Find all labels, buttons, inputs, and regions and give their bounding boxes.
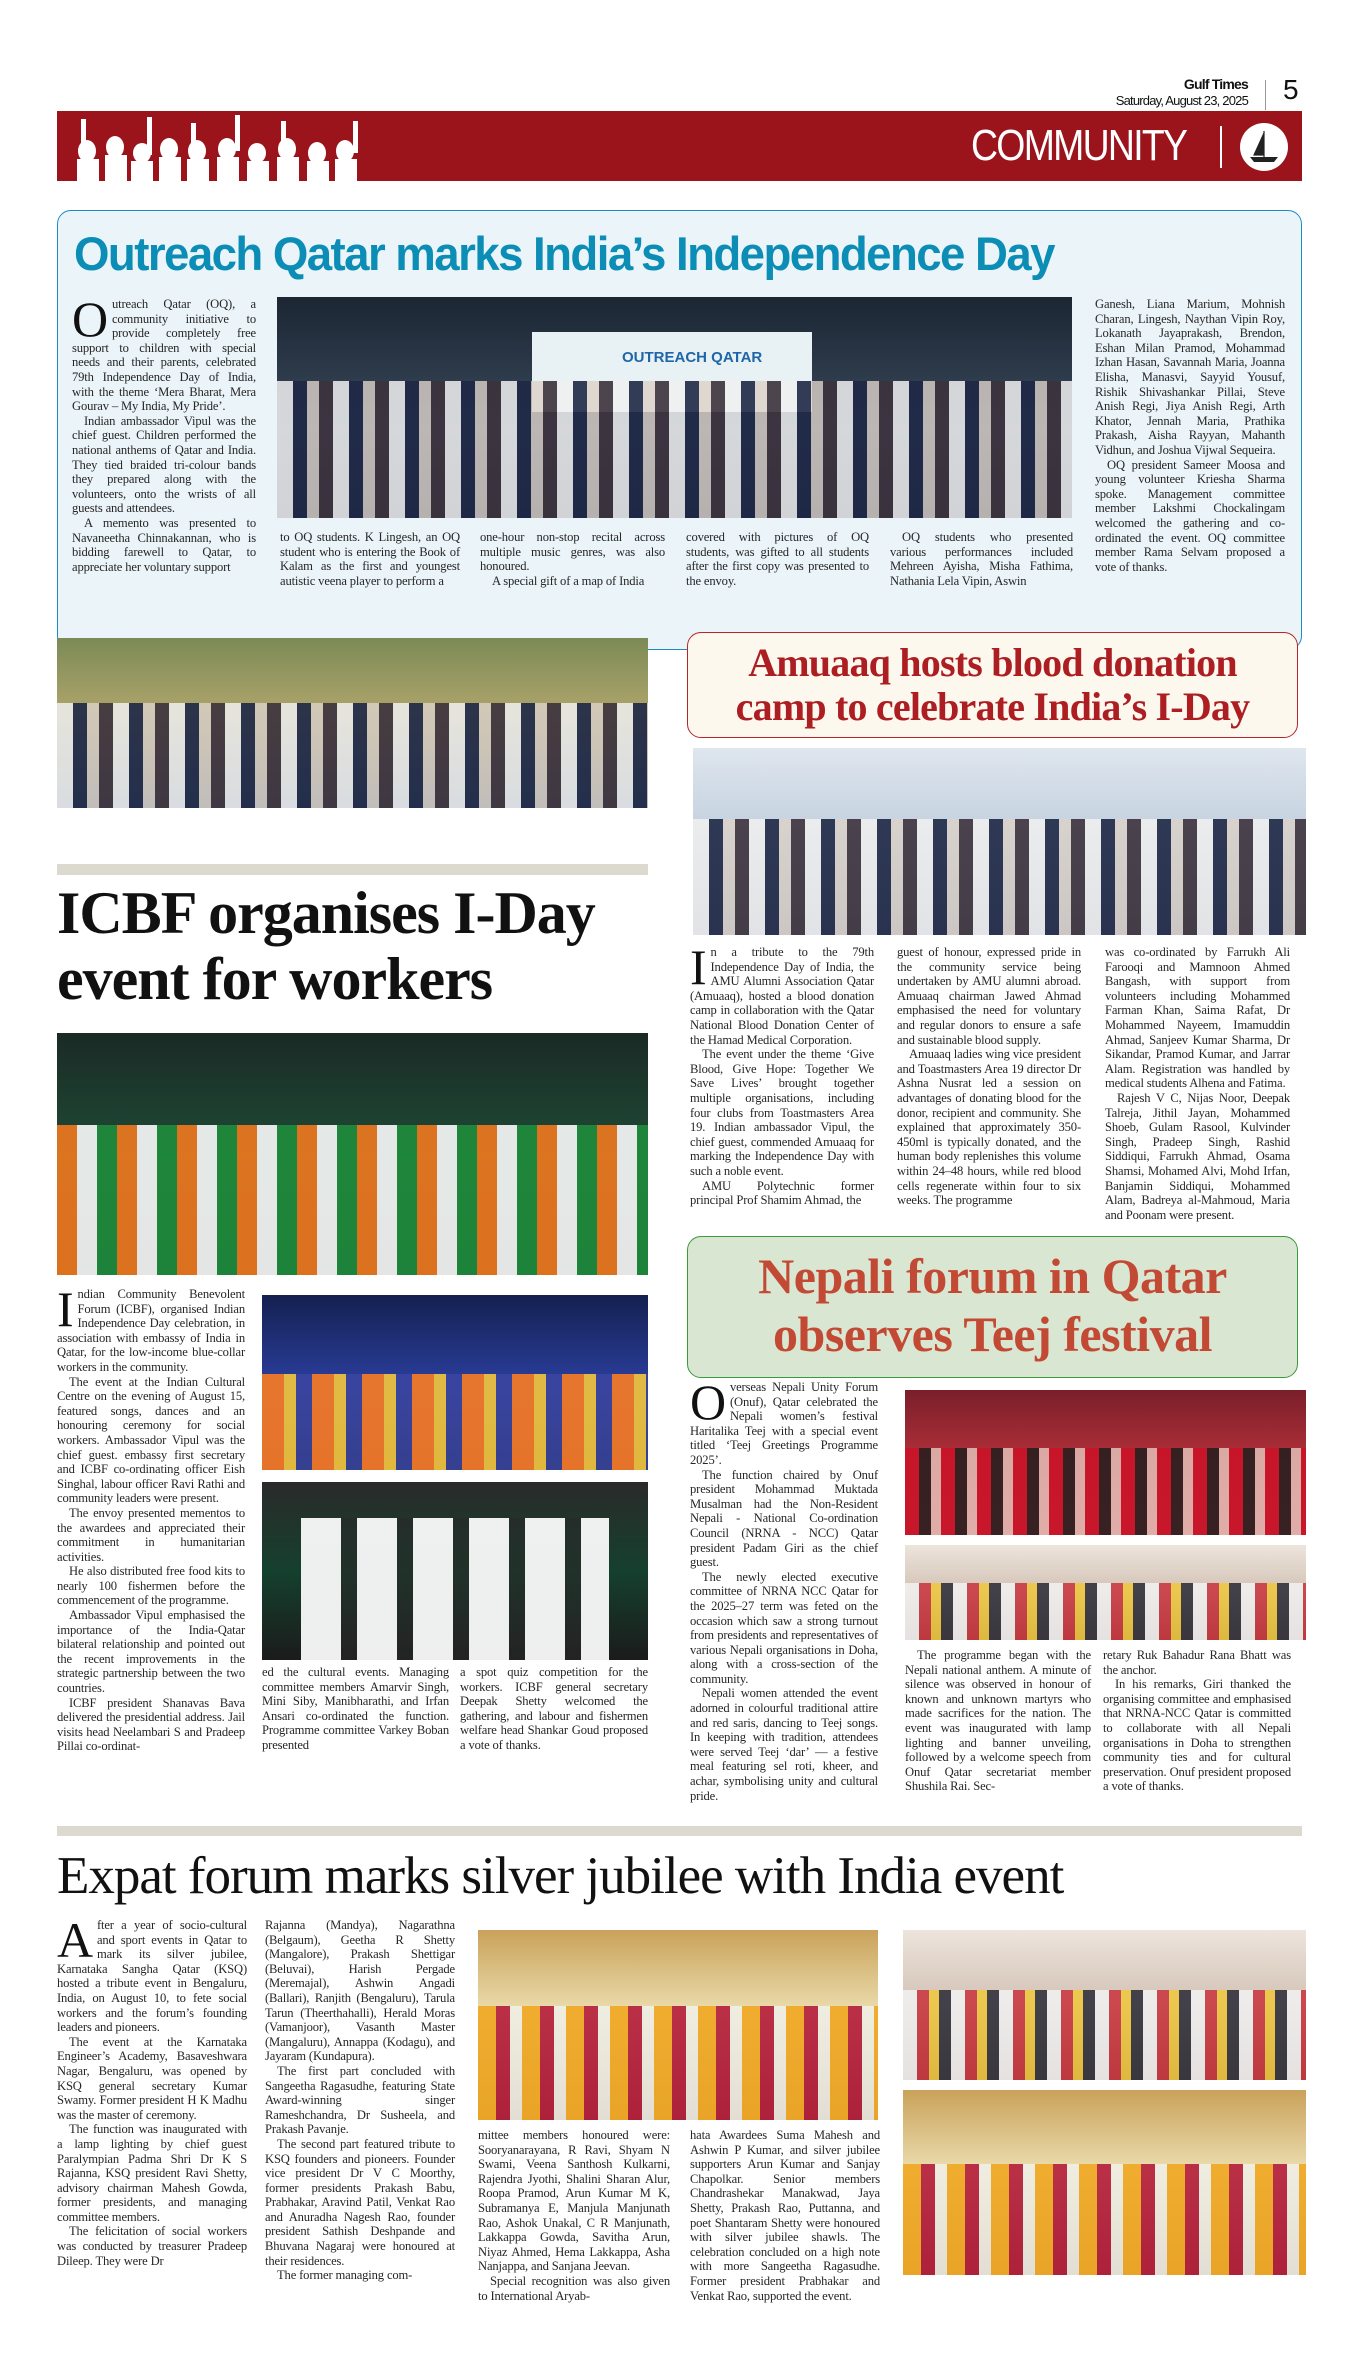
paragraph: mittee members honoured were: Sooryanarayana, R Ravi, Shyam N Swami, Veena Santhosh Kulkarni, Rajendra Jyothi, Shalini Sharan Alur, Roopa Pramod, Arun Kumar M K, Subramanya E, Manjula Manjunath Rao, Ashok Unakal, C R Manjunath, Lakkappa Gowda, Savitha Arun, Niyaz Ahmed, Hema Lakkappa, Asha Nanjappa, and Sanjana Jeevan. bbox=[478, 2128, 670, 2274]
expat-column-1 bbox=[57, 1912, 247, 2278]
paragraph: After a year of socio-cultural and sport events in Qatar to mark its silver jubilee, Karnataka Sangha Qatar (KSQ) hosted a tribute event in Bengaluru, India, on August 10, to fete social workers and the forum’s founding leaders and pioneers. bbox=[57, 1912, 247, 2035]
outreach-column-5 bbox=[890, 530, 1073, 625]
icbf-performers-photo bbox=[262, 1482, 648, 1660]
section-divider-bar bbox=[57, 864, 648, 875]
paragraph: The newly elected executive committee of NRNA NCC Qatar for the 2025–27 term was feted on the occasion which saw a strong turnout from presidents and representatives of various Nepali organisations in Doha, along with a cross-section of the community. bbox=[690, 1569, 878, 1686]
paragraph: The function was inaugurated with a lamp lighting by chief guest Paralympian Padma Shri Dr K S Rajanna, KSQ president Ravi Shetty, advisory chairman Mahesh Gowda, former presidents, and managing committee members. bbox=[57, 2122, 247, 2224]
paragraph: a spot quiz competition for the workers. ICBF general secretary Deepak Shetty welcomed the gathering, and labour and fishermen welfare head Shankar Goud proposed a vote of thanks. bbox=[460, 1665, 648, 1752]
photo-banner-text: OUTREACH QATAR bbox=[622, 349, 763, 366]
amuaaq-column-2 bbox=[897, 945, 1081, 1217]
paragraph: The programme began with the Nepali national anthem. A minute of silence was observed in honour of known and unknown martyrs who made sacrifices for the nation. The event was inaugurated with lamp lighting and banner unveiling, followed by a welcome speech from Onuf Qatar secretariat member Shushila Rai. Sec- bbox=[905, 1648, 1091, 1794]
paragraph: He also distributed free food kits to nearly 100 fishermen before the commencement of the programme. bbox=[57, 1564, 245, 1608]
photo-backdrop-banner bbox=[532, 332, 812, 412]
expat-honourees-photo bbox=[478, 1930, 878, 2120]
paragraph: hata Awardees Suma Mahesh and Ashwin P Kumar, and silver jubilee supporters Arun Kumar and Sanjay Chapolkar. Senior members Chandrashekar Manakwad, Jaya Shetty, Prakash Rao, Puttanna, and poet Shantaram Shetty were honoured with silver jubilee shawls. The celebration concluded on a high note with more Sangeetha Ragasudhe. Former president Prabhakar and Venkat Rao, supported the event. bbox=[690, 2128, 880, 2303]
paragraph: ed the cultural events. Managing committee members Amarvir Singh, Mini Siby, Manibharathi, and Irfan Ansari co-ordinated the function. Programme committee Varkey Boban presented bbox=[262, 1665, 449, 1752]
icbf-column-2 bbox=[262, 1665, 449, 1780]
nepali-headline-box bbox=[687, 1236, 1298, 1378]
paragraph: The envoy presented mementos to the awardees and appreciated their commitment in humanitarian activities. bbox=[57, 1505, 245, 1564]
paragraph: was co-ordinated by Farrukh Ali Farooqi and Mamnoon Ahmed Bangash, with support from volunteers including Mohammed Farman Khan, Saima Rafat, Dr Mohammed Nayeem, Imamuddin Ahmad, Sanjeev Kumar Sharma, Dr Sikandar, Pramod Kumar, and Jarrar Alam. Registration was handled by medical students Alhena and Fatima. bbox=[1105, 945, 1290, 1091]
paragraph: Amuaaq ladies wing vice president and Toastmasters Area 19 director Dr Ashna Nusrat led a session on advantages of donating blood for the donor, recipient and community. She explained that approximately 350-450ml is typically donated, and the human body replenishes this volume within 24–48 hours, while red blood cells regenerate within four to six weeks. The programme bbox=[897, 1047, 1082, 1208]
paragraph: covered with pictures of OQ students, was gifted to all students after the first copy was presented to the envoy. bbox=[686, 530, 869, 588]
dhow-logo-icon bbox=[1240, 123, 1288, 171]
paragraph: Indian Community Benevolent Forum (ICBF), organised Indian Independence Day celebration, in association with embassy of India in Qatar, for the low-income blue-collar workers in the community. bbox=[57, 1281, 245, 1374]
amuaaq-headline-line-1: Amuaaq hosts blood donation bbox=[748, 640, 1237, 685]
outreach-column-1 bbox=[72, 291, 256, 627]
paragraph: Rajesh V C, Nijas Noor, Deepak Talreja, Jithil Jayan, Mohammed Shoeb, Gulam Rasool, Kulvinder Singh, Pradeep Singh, Rashid Siddiqui, Farrukh Ahmad, Osama Shamsi, Mohamed Alvi, Mohd Irfan, Banjamin Siddiqui, Mohammed Alam, Badreya al-Mahmoud, Maria and Poonam were present. bbox=[1105, 1090, 1290, 1222]
nepali-column-3 bbox=[1103, 1648, 1291, 1803]
paragraph: A special gift of a map of India bbox=[492, 573, 645, 588]
icbf-group-photo bbox=[57, 638, 648, 808]
outreach-headline: Outreach Qatar marks India’s Independence Day bbox=[74, 227, 1054, 280]
amuaaq-headline-box bbox=[687, 632, 1298, 738]
paragraph: The function chaired by Onuf president Mohammad Muktada Musalman had the Non-Resident Nepali - National Co-ordination Council (NRNA - NCC) Qatar president Padam Giri as the chief guest. bbox=[690, 1467, 878, 1570]
page-number: 5 bbox=[1283, 74, 1299, 105]
paragraph: Overseas Nepali Unity Forum (Onuf), Qatar celebrated the Nepali women’s festival Haritalika Teej with a special event titled ‘Teej Greetings Programme 2025’. bbox=[690, 1374, 878, 1467]
nepali-headline-line-1: Nepali forum in Qatar bbox=[758, 1248, 1227, 1304]
expat-column-3 bbox=[478, 2128, 670, 2303]
paragraph: Ambassador Vipul emphasised the importance of the India-Qatar bilateral relationship and pointed out the recent improvements in the strategic partnership between the two countries. bbox=[57, 1608, 245, 1696]
outreach-column-2 bbox=[280, 530, 460, 625]
icbf-headline: ICBF organises I-Day event for workers bbox=[57, 880, 595, 1012]
paragraph: The first part concluded with Sangeetha Ragasudhe, featuring State Award-winning singer Rameshchandra, Dr Susheela, and Prakash Pavanje. bbox=[265, 2063, 455, 2137]
banner-divider bbox=[1220, 126, 1222, 168]
amuaaq-award-photo bbox=[693, 748, 1306, 935]
amuaaq-headline-line-2: camp to celebrate India’s I-Day bbox=[735, 684, 1250, 729]
nepali-column-1 bbox=[690, 1374, 878, 1803]
paragraph: The event at the Indian Cultural Centre on the evening of August 15, featured songs, dances and an honouring ceremony for social workers. Ambassador Vipul was the chief guest. embassy first secretary and ICBF co-ordinating officer Eish Singhal, labour officer Ravi Rathi and community leaders were present. bbox=[57, 1374, 245, 1506]
amuaaq-column-1 bbox=[690, 939, 874, 1217]
paragraph: The felicitation of social workers was conducted by treasurer Pradeep Dileep. They were Dr bbox=[57, 2224, 247, 2268]
paragraph: Ganesh, Liana Marium, Mohnish Charan, Lingesh, Naythan Vipin Roy, Lokanath Jayaprakash, Brendon, Eshan Milan Pramod, Mohammad Izhan Hasan, Savannah Maria, Joanna Elisha, Manasvi, Sayyid Yousuf, Rishik Shivashankar Pillai, Steve Anish Regi, Jiya Anish Regi, Arth Khator, Jennah Maria, Prathika Prakash, Aisha Rayyan, Mahanth Vidhun, and Joshua Vijwal Sequeira. bbox=[1095, 297, 1285, 457]
paragraph: retary Ruk Bahadur Rana Bhatt was the anchor. bbox=[1103, 1648, 1291, 1677]
icbf-column-3 bbox=[460, 1665, 648, 1780]
expat-stage-photo bbox=[903, 1930, 1306, 2080]
paragraph: AMU Polytechnic former principal Prof Shamim Ahmad, the bbox=[690, 1178, 874, 1208]
outreach-column-3 bbox=[480, 530, 665, 625]
paragraph: ICBF president Shanavas Bava delivered the presidential address. Jail visits head Neelambari S and Pradeep Pillai co-ordinat- bbox=[57, 1695, 245, 1754]
icbf-column-1 bbox=[57, 1281, 245, 1779]
expat-headline: Expat forum marks silver jubilee with India event bbox=[57, 1847, 1064, 1905]
paragraph: Indian ambassador Vipul was the chief guest. Children performed the national anthems of Qatar and India. They tied braided tri-colour bands they prepared along with the volunteers, onto the wrists of all guests and attendees. bbox=[72, 413, 256, 516]
section-divider-bar-2 bbox=[57, 1826, 1302, 1836]
outreach-column-6 bbox=[1095, 297, 1285, 627]
paragraph: Rajanna (Mandya), Nagarathna (Belgaum), Geetha R Shetty (Mangalore), Prakash Shettigar (Beluvai), Harish Pergade (Meremajal), Ashwin Angadi (Ballari), Ranjith (Bengaluru), Tarula Tarun (Theerthahalli), Herald Moras (Vamanjoor), Vasanth Master (Mangaluru), Annappa (Kodagu), and Jayaram (Kundapura). bbox=[265, 1918, 455, 2064]
outreach-group-photo bbox=[277, 297, 1072, 518]
expat-column-2 bbox=[265, 1918, 455, 2283]
paragraph: In a tribute to the 79th Independence Day of India, the AMU Alumni Association Qatar (Amuaaq), hosted a blood donation camp in collaboration with the Qatar National Blood Donation Center of the Hamad Medical Corporation. bbox=[690, 939, 874, 1047]
nepali-gathering-photo bbox=[905, 1545, 1306, 1640]
icbf-stage-dance-photo bbox=[262, 1295, 648, 1470]
paragraph: Special recognition was also given to International Aryab- bbox=[478, 2273, 670, 2303]
section-title: COMMUNITY bbox=[970, 121, 1186, 170]
paragraph: The former managing com- bbox=[277, 2268, 413, 2283]
crowd-silhouette-icon bbox=[67, 111, 367, 181]
expat-column-4 bbox=[690, 2128, 880, 2303]
nepali-column-2 bbox=[905, 1648, 1091, 1803]
paragraph: to OQ students. K Lingesh, an OQ student who is entering the Book of Kalam as the first and youngest autistic veena player to perform a bbox=[280, 530, 460, 588]
outreach-column-4 bbox=[686, 530, 869, 625]
paragraph: OQ students who presented various performances included Mehreen Ayisha, Misha Fathima, Nathania Lela Vipin, Aswin bbox=[890, 530, 1073, 588]
paragraph: guest of honour, expressed pride in the community service being undertaken by AMU alumni abroad. Amuaaq chairman Jawed Ahmad emphasised the need for voluntary and regular donors to ensure a safe and sustainable blood supply. bbox=[897, 945, 1081, 1047]
amuaaq-column-3 bbox=[1105, 945, 1290, 1222]
paragraph: OQ president Sameer Moosa and young volunteer Kriesha Sharma spoke. Management committee member Lakshmi Chockalingam welcomed the gathering and co-ordinated the event. OQ committee member Rama Selvam proposed a vote of thanks. bbox=[1095, 457, 1285, 574]
paragraph: The event under the theme ‘Give Blood, Give Hope: Together We Save Lives’ brought together multiple organisations, including four clubs from Toastmasters Area 19. Indian ambassador Vipul, the chief guest, commended Amuaaq for marking the Independence Day with such a noble event. bbox=[690, 1047, 874, 1178]
paragraph: In his remarks, Giri thanked the organising committee and emphasised that NRNA-NCC Qatar is committed to collaborate with all Nepali organisations in Doha to strengthen community ties and for cultural preservation. Onuf president proposed a vote of thanks. bbox=[1103, 1677, 1291, 1794]
publication-name: Gulf Times bbox=[1183, 76, 1248, 92]
paragraph: A memento was presented to Navaneetha Chinnakannan, who is bidding farewell to Qatar, to appreciate her voluntary support bbox=[72, 515, 256, 574]
paragraph: one-hour non-stop recital across multiple music genres, was also honoured. bbox=[480, 530, 665, 574]
nepali-headline-line-2: observes Teej festival bbox=[773, 1306, 1212, 1362]
section-banner bbox=[57, 111, 1302, 181]
paragraph: The event at the Karnataka Engineer’s Academy, Basaveshwara Nagar, Bengaluru, was opened by KSQ general secretary Kumar Swamy. Former president H K Madhu was the master of ceremony. bbox=[57, 2034, 247, 2122]
expat-women-photo bbox=[903, 2090, 1306, 2275]
issue-date: Saturday, August 23, 2025 bbox=[1115, 93, 1248, 108]
masthead-divider bbox=[1265, 80, 1266, 110]
icbf-dance-photo bbox=[57, 1033, 648, 1275]
nepali-group-photo bbox=[905, 1390, 1306, 1535]
paragraph: Outreach Qatar (OQ), a community initiative to provide completely free support to children with special needs and their parents, celebrated 79th Independence Day of India, with the theme ‘Mera Bharat, Mera Gourav – My India, My Pride’. bbox=[72, 291, 256, 414]
paragraph: The second part featured tribute to KSQ founders and pioneers. Founder vice president Dr V C Moorthy, former presidents Prakash Babu, Prabhakar, Aravind Patil, Venkat Rao and Anuradha Nagesh Rao, founder president Sathish Deshpande and Bhuvana Nagaraj were honoured at their residences. bbox=[265, 2136, 455, 2268]
paragraph: Nepali women attended the event adorned in colourful traditional attire and red saris, dancing to Teej songs. In keeping with tradition, attendees were served Teej ‘dar’ — a festive meal featuring sel roti, kheer, and achar, symbolising unity and cultural pride. bbox=[690, 1686, 878, 1803]
